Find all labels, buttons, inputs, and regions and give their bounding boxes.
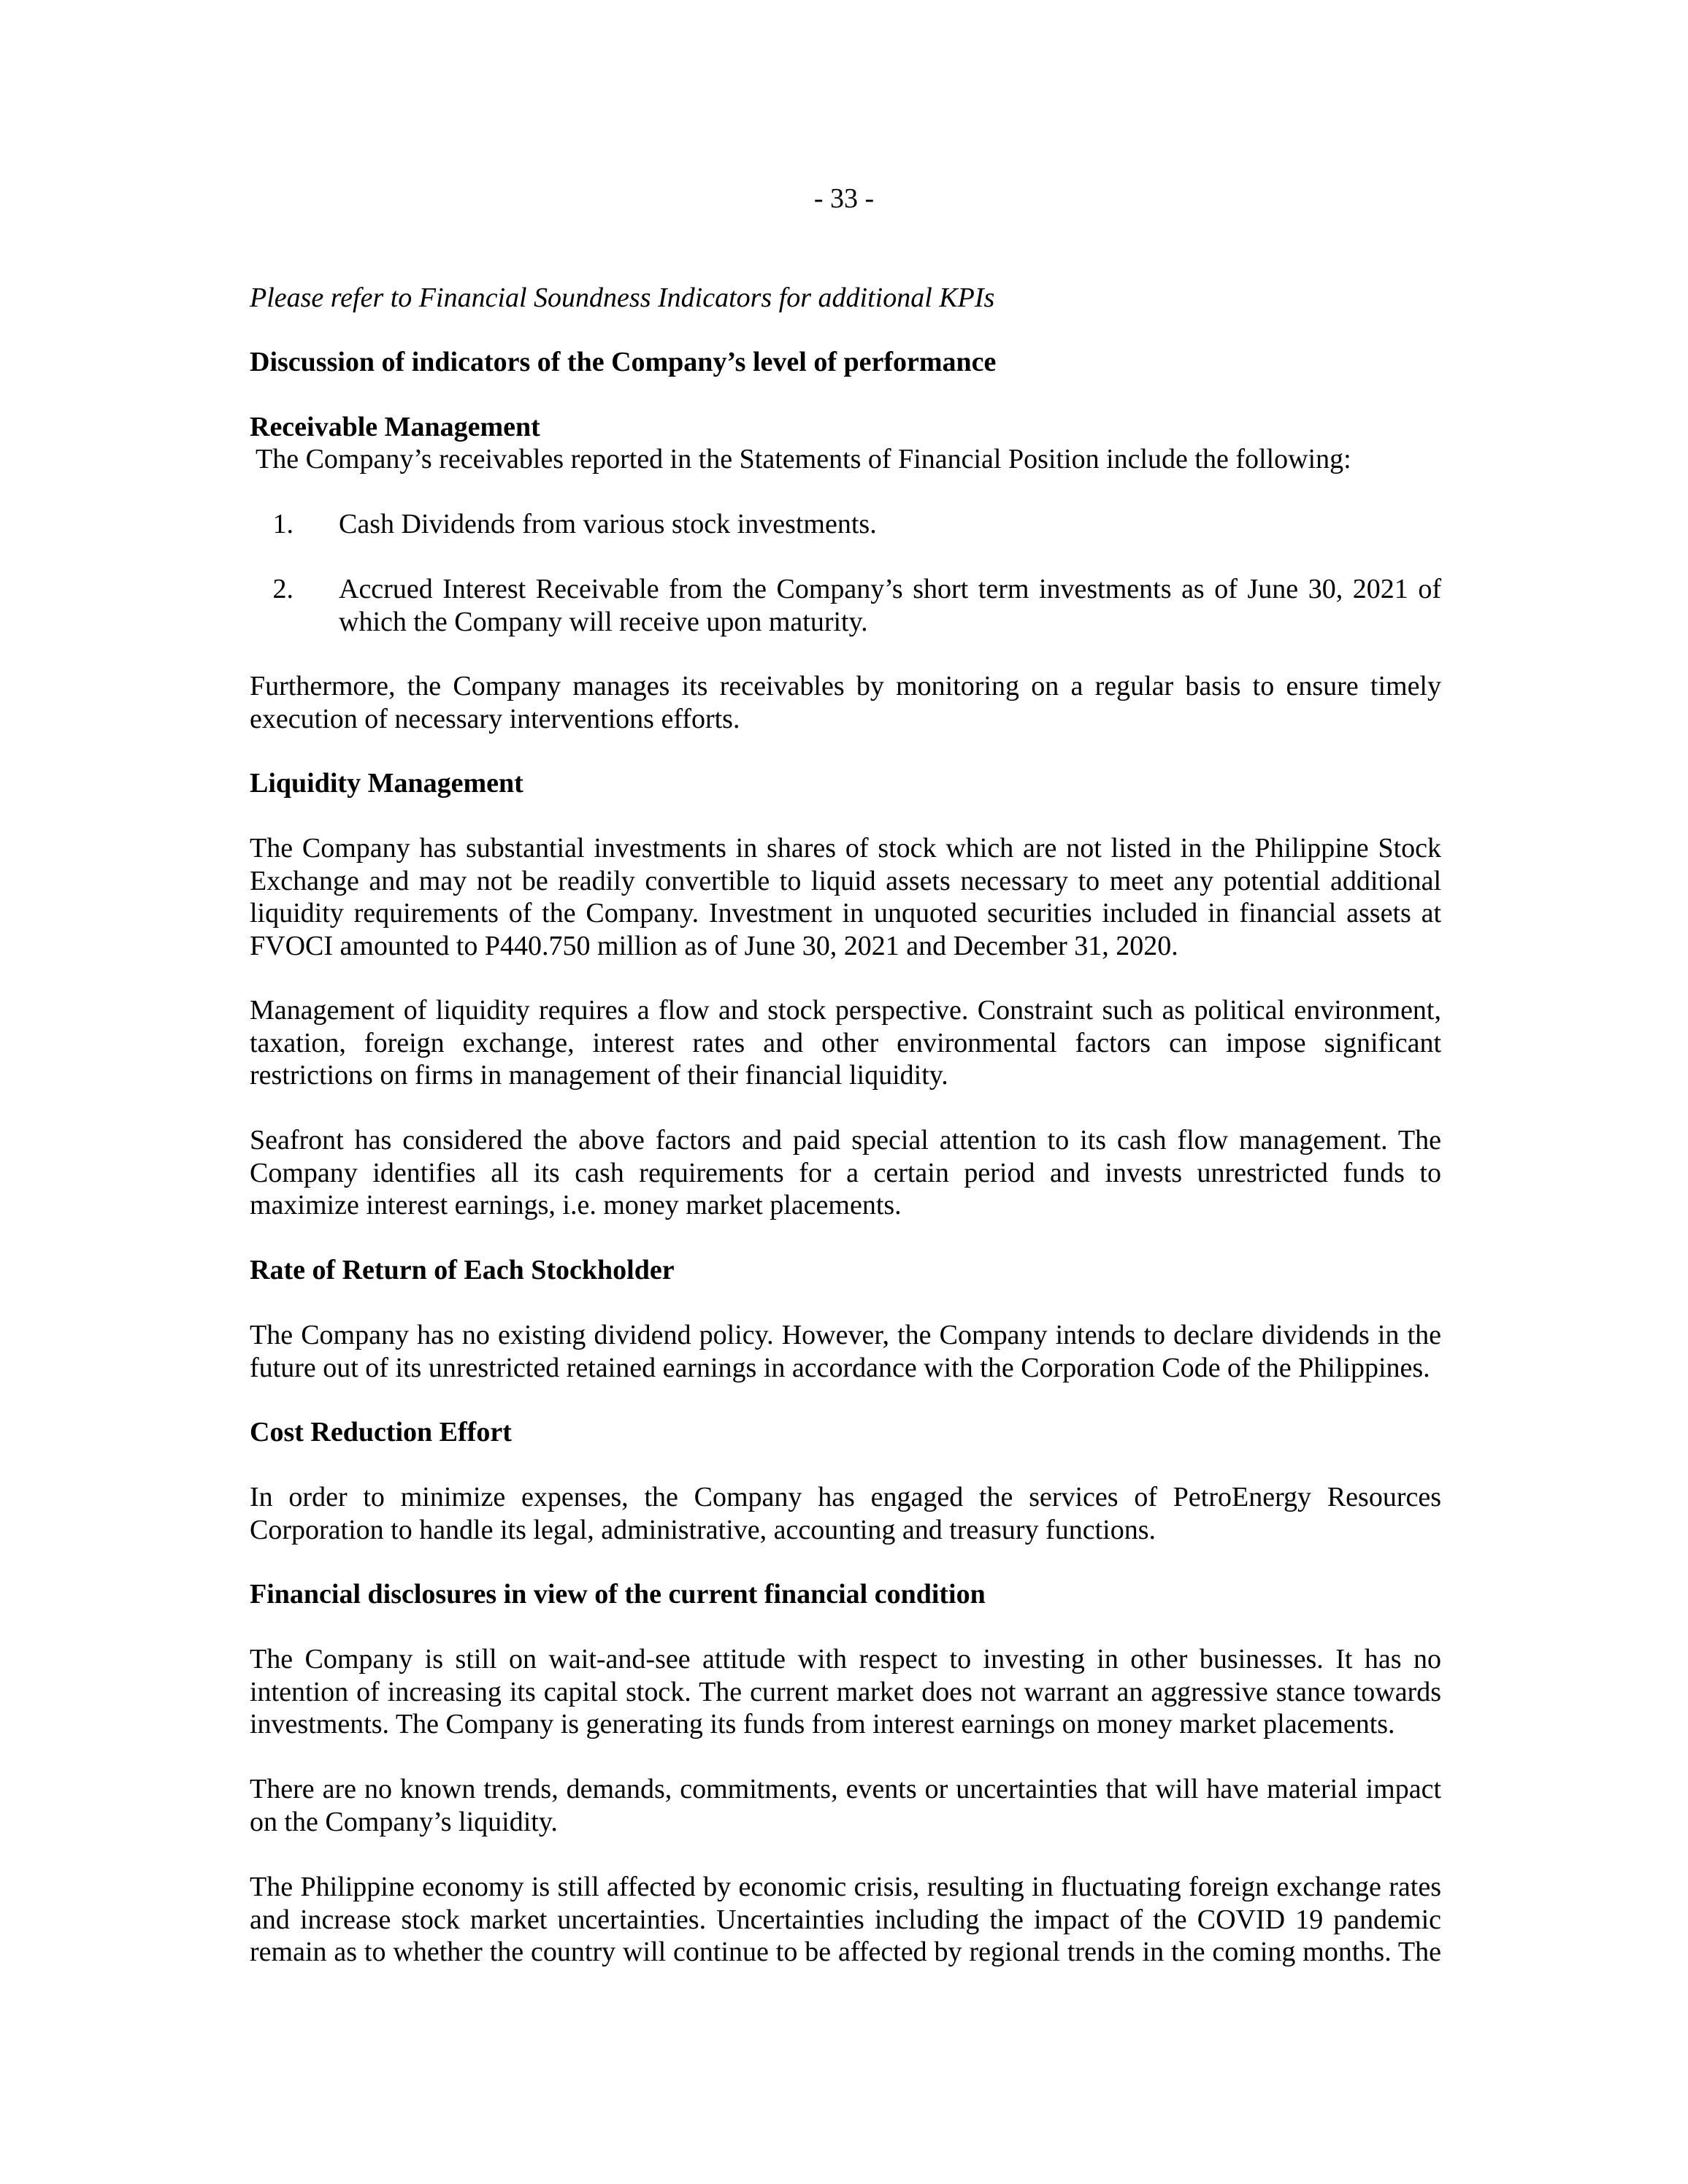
financial-disclosures-paragraph-2: There are no known trends, demands, commitments, events or uncertainties that will have material impact on the Company’s liquidity. (250, 1774, 1441, 1837)
list-item-number: 1. (272, 509, 294, 539)
page-number: - 33 - (813, 183, 875, 214)
liquidity-paragraph-3: Seafront has considered the above factors and paid special attention to its cash flow management. The Company identifies all its cash requirements for a certain period and invests unrestricted funds to maximize interest earnings, i.e. money market placements. (250, 1125, 1441, 1220)
financial-disclosures-heading: Financial disclosures in view of the current financial condition (250, 1579, 986, 1610)
receivable-intro: The Company’s receivables reported in the Statements of Financial Position include the following: (256, 444, 1351, 474)
receivable-closing-paragraph: Furthermore, the Company manages its receivables by monitoring on a regular basis to ensure timely execution of necessary interventions efforts. (250, 671, 1441, 734)
financial-disclosures-paragraph-1: The Company is still on wait-and-see attitude with respect to investing in other businesses. It has no intention of increasing its capital stock. The current market does not warrant an aggressive stance towards investments. The Company is generating its funds from interest earnings on money market placements. (250, 1644, 1441, 1739)
list-item-text: Accrued Interest Receivable from the Company’s short term investments as of June 30, 2021 of which the Company will receive upon maturity. (339, 574, 1441, 637)
receivable-management-heading: Receivable Management (250, 412, 540, 442)
financial-disclosures-paragraph-3: The Philippine economy is still affected by economic crisis, resulting in fluctuating foreign exchange rates and increase stock market uncertainties. Uncertainties including the impact of the COVID 19 pandemic remain as to whether the country will continue to be affected by regional trends in the coming months. The (250, 1872, 1441, 1967)
liquidity-paragraph-1: The Company has substantial investments in shares of stock which are not listed in the Philippine Stock Exchange and may not be readily convertible to liquid assets necessary to meet any potential additional liquidity requirements of the Company. Investment in unquoted securities included in financial assets at FVOCI amounted to P440.750 million as of June 30, 2021 and December 31, 2020. (250, 833, 1441, 961)
discussion-heading: Discussion of indicators of the Company’s level of performance (250, 347, 997, 377)
liquidity-management-heading: Liquidity Management (250, 768, 523, 799)
list-item-number: 2. (272, 574, 294, 604)
list-item-text: Cash Dividends from various stock investments. (339, 509, 877, 539)
rate-of-return-paragraph: The Company has no existing dividend policy. However, the Company intends to declare dividends in the future out of its unrestricted retained earnings in accordance with the Corporation Code of the Philippines. (250, 1320, 1441, 1383)
kpi-reference-note: Please refer to Financial Soundness Indicators for additional KPIs (250, 282, 995, 313)
rate-of-return-heading: Rate of Return of Each Stockholder (250, 1255, 675, 1285)
cost-reduction-paragraph: In order to minimize expenses, the Company has engaged the services of PetroEnergy Resources Corporation to handle its legal, administrative, accounting and treasury functions. (250, 1482, 1441, 1545)
liquidity-paragraph-2: Management of liquidity requires a flow and stock perspective. Constraint such as political environment, taxation, foreign exchange, interest rates and other environmental factors can impose significant restrictions on firms in management of their financial liquidity. (250, 995, 1441, 1091)
cost-reduction-heading: Cost Reduction Effort (250, 1417, 512, 1447)
